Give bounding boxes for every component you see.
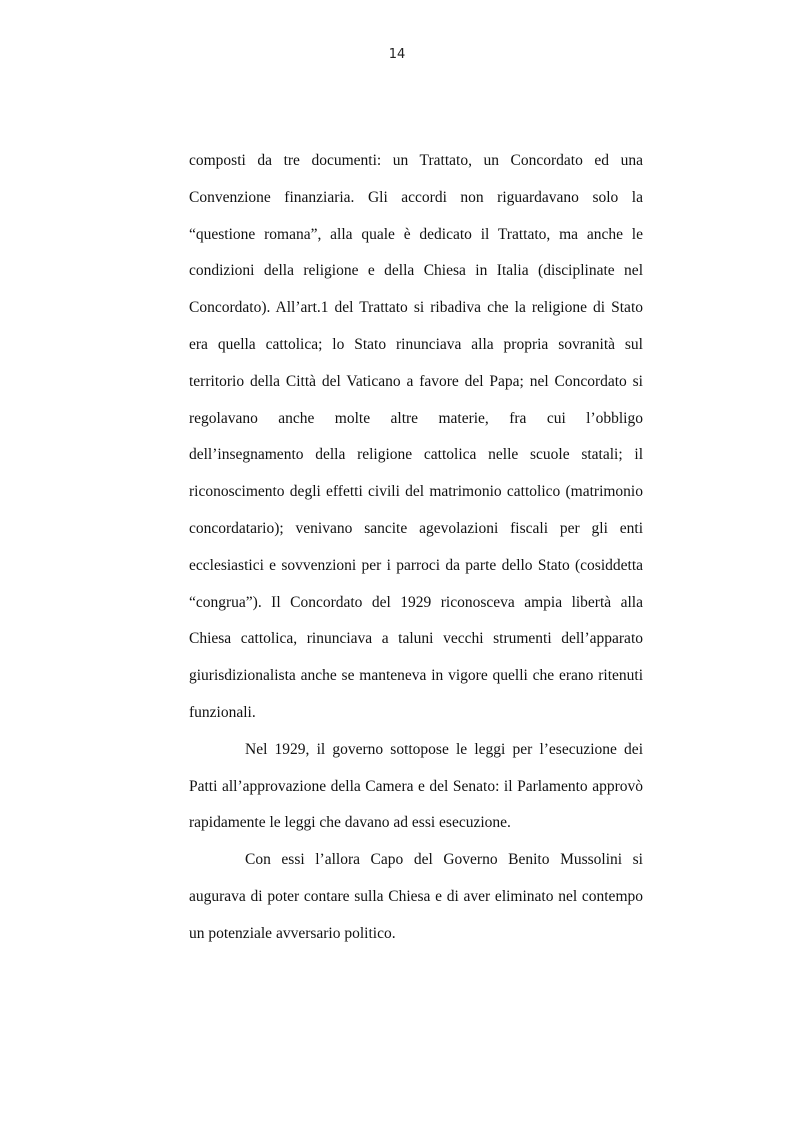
body-text <box>189 143 643 953</box>
paragraph-mussolini: Con essi l’allora Capo del Governo Benito Mussolini si augurava di poter contare sulla Chiesa e di aver eliminato nel contempo un potenziale avversario politico. <box>189 851 643 942</box>
paragraph-continuation: composti da tre documenti: un Trattato, un Concordato ed una Convenzione finanziaria. Gli accordi non riguardavano solo la “questione romana”, alla quale è dedicato il Trattato, ma anche le condizioni della religione e della Chiesa in Italia (disciplinate nel Concordato). All’art.1 del Trattato si ribadiva che la religione di Stato era quella cattolica; lo Stato rinunciava alla propria sovranità sul territorio della Città del Vaticano a favore del Papa; nel Concordato si regolavano anche molte altre materie, fra cui l’obbligo dell’insegnamento della religione cattolica nelle scuole statali; il riconoscimento degli effetti civili del matrimonio cattolico (matrimonio concordatario); venivano sancite agevolazioni fiscali per gli enti ecclesiastici e sovvenzioni per i parroci da parte dello Stato (cosiddetta “congrua”). Il Concordato del 1929 riconosceva ampia libertà alla Chiesa cattolica, rinunciava a taluni vecchi strumenti dell’apparato giurisdizionalista anche se manteneva in vigore quelli che erano ritenuti funzionali. <box>189 152 643 721</box>
paragraph-parliament-approval: Nel 1929, il governo sottopose le leggi per l’esecuzione dei Patti all’approvazione della Camera e del Senato: il Parlamento approvò rapidamente le leggi che davano ad essi esecuzione. <box>189 740 643 832</box>
page-number: 14 <box>388 47 406 62</box>
